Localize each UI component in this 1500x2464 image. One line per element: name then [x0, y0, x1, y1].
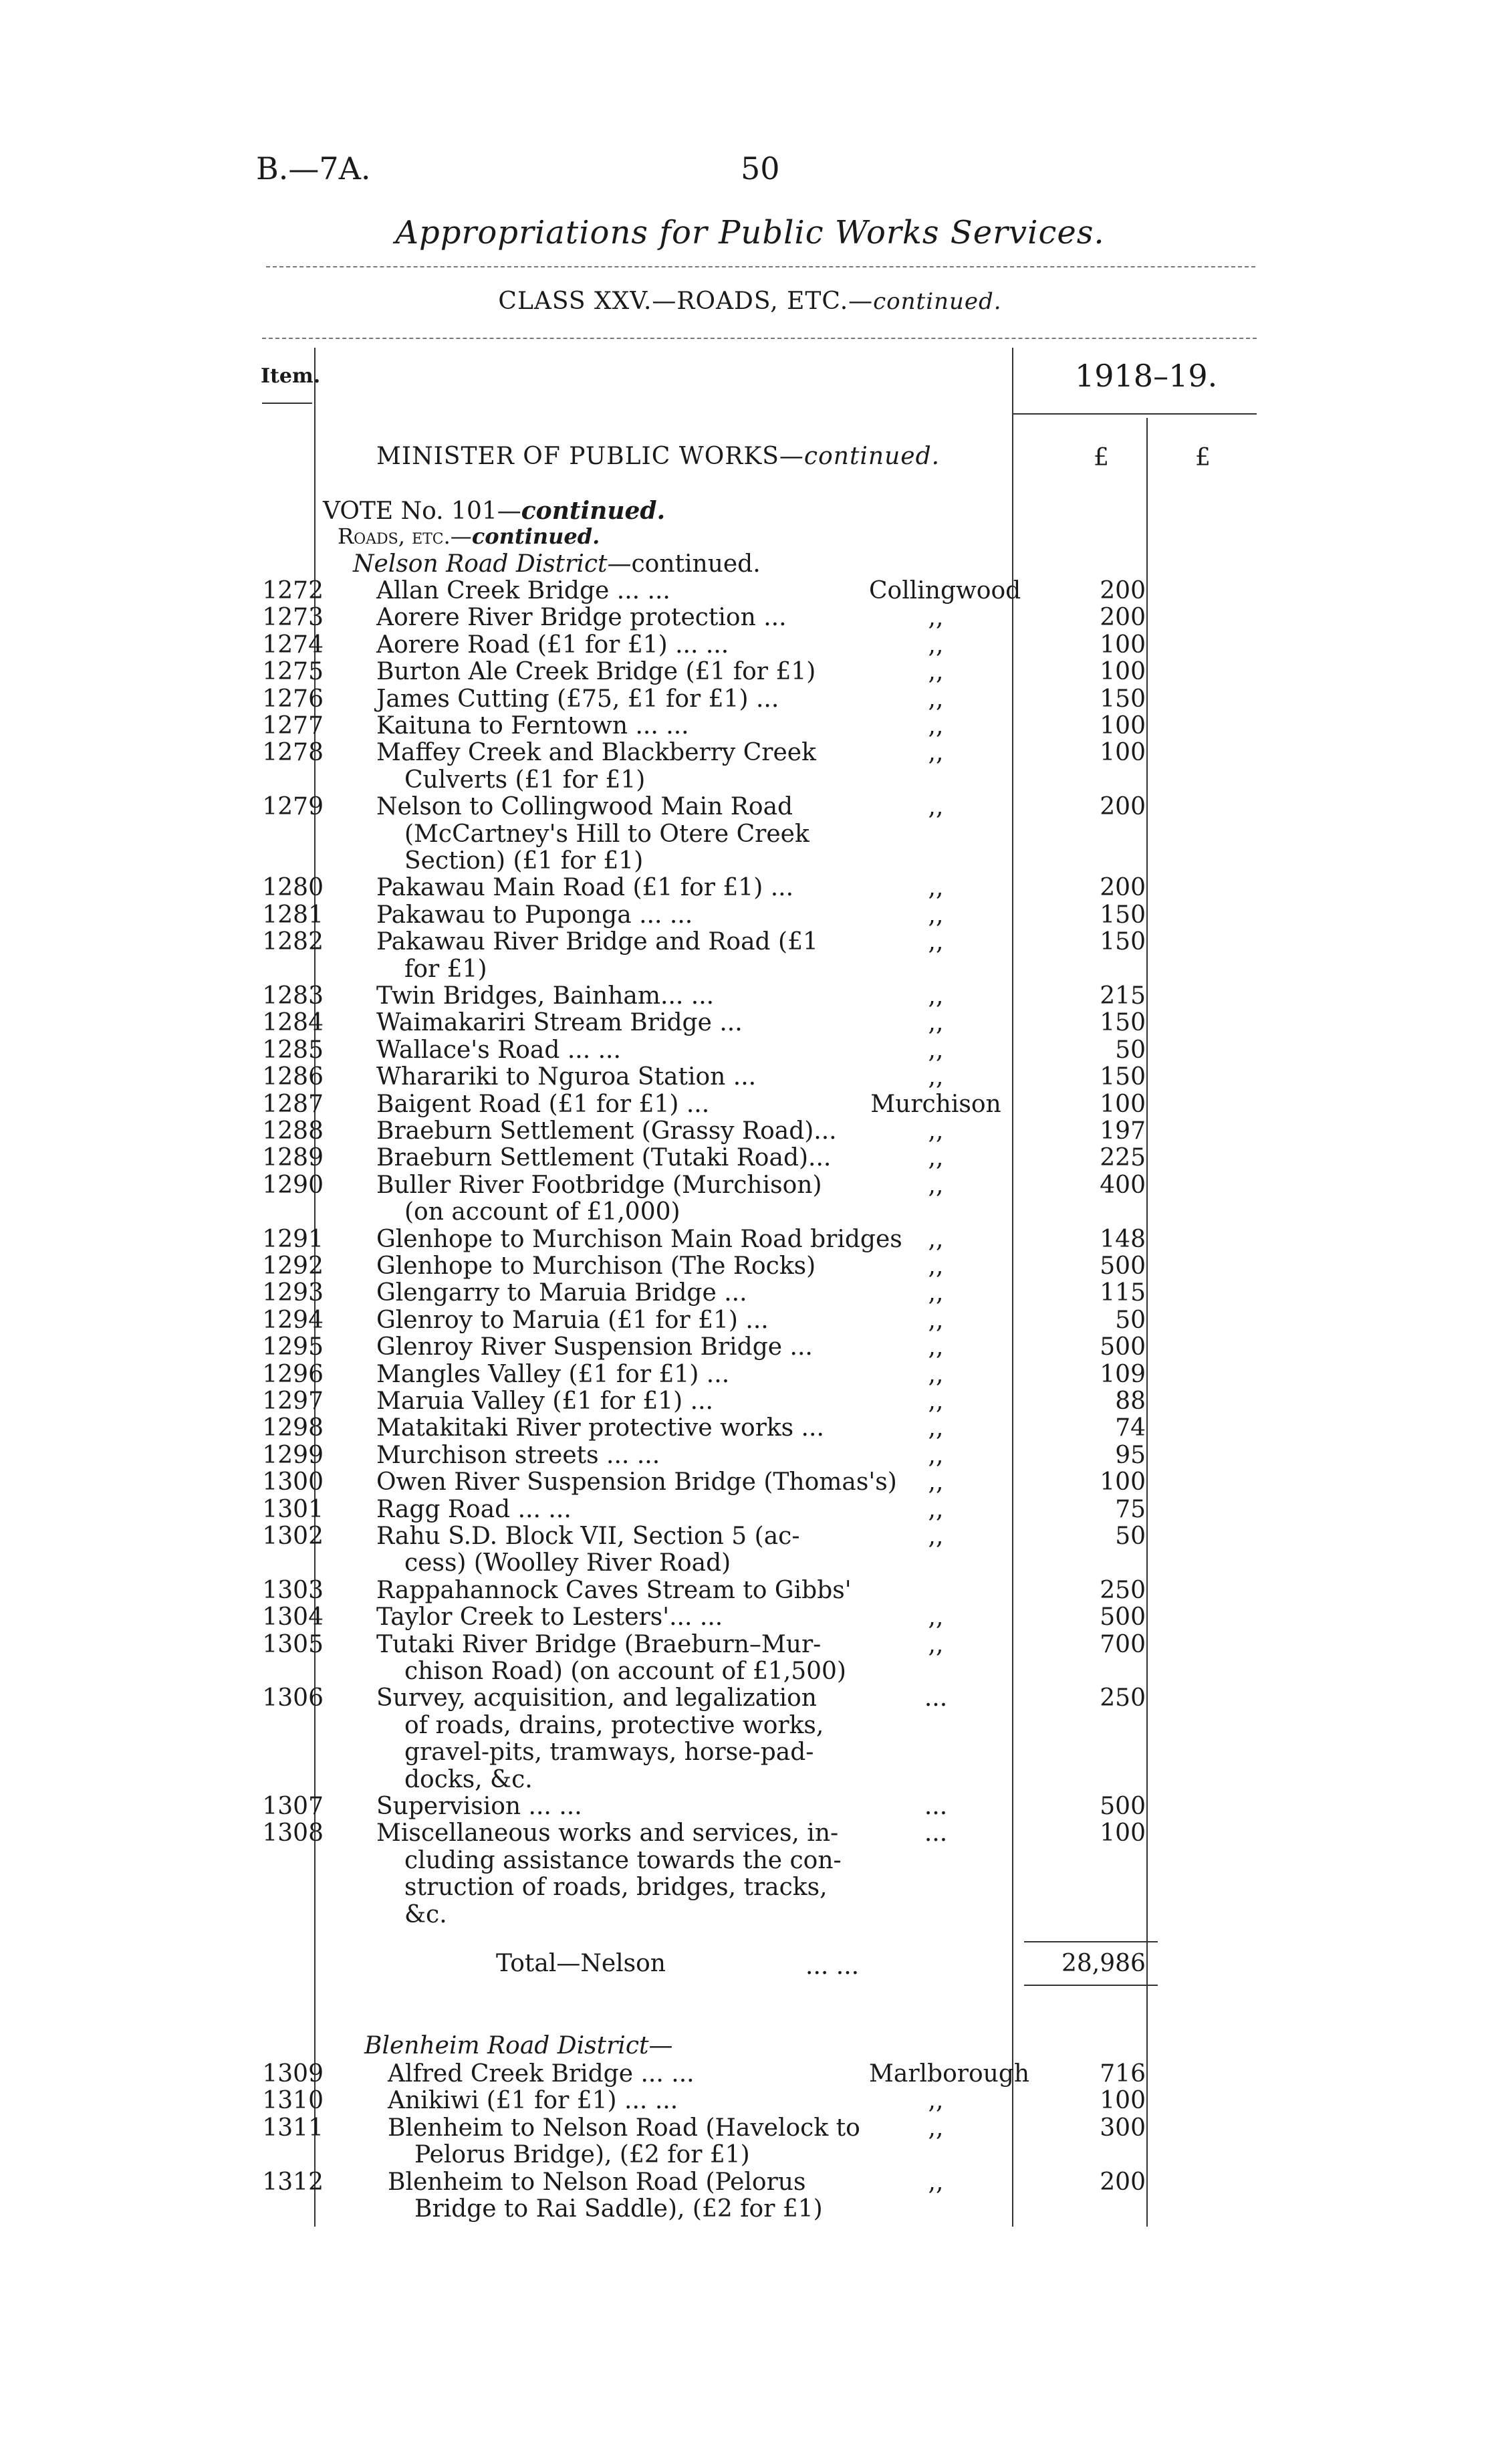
item-amount: 100	[1100, 1819, 1146, 1847]
item-amount: 100	[1100, 1090, 1146, 1118]
item-number: 1286	[262, 1063, 324, 1091]
item-amount: 200	[1100, 604, 1146, 632]
item-number: 1290	[262, 1171, 324, 1199]
year-header-rule	[1013, 413, 1257, 415]
table-row	[0, 1361, 1500, 1388]
item-description: Braeburn Settlement (Grassy Road)...	[376, 1117, 837, 1145]
item-description: Pakawau to Puponga ... ...	[376, 901, 693, 929]
table-row	[0, 1684, 1500, 1793]
electoral-district: ,,	[928, 982, 944, 1010]
electoral-district: ,,	[928, 1252, 944, 1280]
electoral-district: ,,	[928, 1603, 944, 1632]
item-amount: 100	[1100, 658, 1146, 686]
item-description-continued: of roads, drains, protective works,	[404, 1711, 824, 1739]
table-row	[0, 1064, 1500, 1091]
item-description: Pakawau River Bridge and Road (£1	[376, 928, 818, 956]
electoral-district: Collingwood	[869, 577, 1021, 604]
electoral-district: ,,	[928, 1306, 944, 1334]
table-row	[0, 1118, 1500, 1145]
table-row	[0, 604, 1500, 631]
item-number: 1279	[262, 793, 324, 821]
item-description: Waimakariri Stream Bridge ...	[376, 1009, 743, 1037]
district-name: Nelson Road District—	[353, 550, 632, 578]
electoral-district: ,,	[928, 1225, 944, 1253]
ministry-name: MINISTER OF PUBLIC WORKS—	[376, 443, 804, 470]
item-description-continued: cluding assistance towards the con-	[404, 1846, 842, 1874]
item-amount: 200	[1100, 577, 1146, 604]
electoral-district: ,,	[928, 1333, 944, 1361]
electoral-district: ,,	[928, 1495, 944, 1523]
electoral-district: ,,	[928, 712, 944, 740]
item-number: 1296	[262, 1360, 324, 1388]
table-row	[0, 2088, 1500, 2114]
item-description: Ragg Road ... ...	[376, 1495, 572, 1523]
item-number: 1299	[262, 1441, 324, 1469]
electoral-district: ,,	[928, 1171, 944, 1199]
electoral-district: ...	[924, 1819, 948, 1847]
item-number: 1304	[262, 1603, 324, 1632]
item-amount: 109	[1100, 1360, 1146, 1388]
page-title: Appropriations for Public Works Services.	[395, 214, 1105, 251]
table-row	[0, 2168, 1500, 2223]
electoral-district: ,,	[928, 1387, 944, 1415]
item-amount: 75	[1115, 1495, 1146, 1523]
item-amount: 88	[1115, 1387, 1146, 1415]
total-label: Total—Nelson	[496, 1950, 666, 1977]
electoral-district: ,,	[928, 1036, 944, 1064]
table-row	[0, 2114, 1500, 2169]
item-number: 1278	[262, 739, 324, 767]
item-amount: 150	[1100, 901, 1146, 929]
item-number: 1292	[262, 1252, 324, 1280]
item-amount: 100	[1100, 2087, 1146, 2115]
item-amount: 150	[1100, 685, 1146, 713]
table-row	[0, 1630, 1500, 1685]
item-number: 1303	[262, 1576, 324, 1604]
pound-sign-left: £	[1094, 444, 1109, 471]
ministry-heading	[376, 443, 940, 470]
electoral-district: ,,	[928, 604, 944, 632]
vote-heading	[323, 497, 665, 525]
item-amount: 100	[1100, 631, 1146, 659]
table-row	[0, 713, 1500, 740]
item-number: 1298	[262, 1414, 324, 1442]
title-rule	[266, 266, 1255, 267]
item-description: Anikiwi (£1 for £1) ... ...	[388, 2087, 678, 2115]
item-description: Murchison streets ... ...	[376, 1441, 660, 1469]
table-row	[0, 2061, 1500, 2088]
item-description-continued: struction of roads, bridges, tracks,	[404, 1874, 828, 1902]
table-row	[0, 632, 1500, 659]
table-row	[0, 1819, 1500, 1928]
item-amount: 95	[1115, 1441, 1146, 1469]
electoral-district: Murchison	[870, 1090, 1001, 1118]
item-description: Glenroy to Maruia (£1 for £1) ...	[376, 1306, 769, 1334]
item-amount: 225	[1100, 1144, 1146, 1172]
item-amount: 500	[1100, 1333, 1146, 1361]
item-description-continued: docks, &c.	[404, 1765, 533, 1793]
table-row	[0, 1010, 1500, 1036]
item-amount: 74	[1115, 1414, 1146, 1442]
item-description-continued: gravel-pits, tramways, horse-pad-	[404, 1739, 814, 1767]
electoral-district: ,,	[928, 631, 944, 659]
item-description: Allan Creek Bridge ... ...	[376, 577, 670, 604]
item-description: Burton Ale Creek Bridge (£1 for £1)	[376, 658, 816, 686]
electoral-district: ,,	[928, 739, 944, 767]
item-description: Tutaki River Bridge (Braeburn–Mur-	[376, 1630, 822, 1658]
item-amount: 716	[1100, 2060, 1146, 2088]
item-number: 1287	[262, 1090, 324, 1118]
electoral-district: ,,	[928, 1468, 944, 1496]
electoral-district: ,,	[928, 928, 944, 956]
item-number: 1276	[262, 685, 324, 713]
page-number: 50	[741, 150, 780, 187]
item-number: 1284	[262, 1009, 324, 1037]
item-amount: 100	[1100, 739, 1146, 767]
item-amount: 250	[1100, 1576, 1146, 1604]
item-amount: 700	[1100, 1630, 1146, 1658]
item-description: Glengarry to Maruia Bridge ...	[376, 1279, 747, 1307]
item-description: Kaituna to Ferntown ... ...	[376, 712, 689, 740]
electoral-district: ,,	[928, 658, 944, 686]
electoral-district: ,,	[928, 1630, 944, 1658]
item-amount: 215	[1100, 982, 1146, 1010]
item-description: Alfred Creek Bridge ... ...	[388, 2060, 695, 2088]
item-number: 1293	[262, 1279, 324, 1307]
table-row	[0, 1469, 1500, 1496]
item-description-continued: Culverts (£1 for £1)	[404, 766, 646, 794]
item-description: Glenhope to Murchison (The Rocks)	[376, 1252, 816, 1280]
table-row	[0, 1577, 1500, 1604]
table-row	[0, 902, 1500, 929]
table-row	[0, 659, 1500, 685]
item-description-continued: Pelorus Bridge), (£2 for £1)	[414, 2141, 750, 2169]
item-amount: 50	[1115, 1036, 1146, 1064]
item-description: Blenheim to Nelson Road (Havelock to	[388, 2114, 860, 2142]
table-row	[0, 875, 1500, 901]
item-description: Buller River Footbridge (Murchison)	[376, 1171, 822, 1199]
item-description: Rahu S.D. Block VII, Section 5 (ac-	[376, 1523, 800, 1550]
table-row	[0, 1415, 1500, 1442]
item-header-rule	[262, 403, 312, 404]
item-description-continued: cess) (Woolley River Road)	[404, 1549, 731, 1577]
item-number: 1300	[262, 1468, 324, 1496]
item-amount: 100	[1100, 712, 1146, 740]
subhead-continued: continued.	[471, 524, 600, 549]
table-row	[0, 1091, 1500, 1118]
table-row	[0, 793, 1500, 875]
item-number: 1275	[262, 658, 324, 686]
class-heading-continued: continued.	[873, 288, 1002, 315]
item-number: 1283	[262, 982, 324, 1010]
item-amount: 400	[1100, 1171, 1146, 1199]
electoral-district: ,,	[928, 1523, 944, 1550]
item-description: Pakawau Main Road (£1 for £1) ...	[376, 874, 794, 902]
pound-sign-right: £	[1195, 444, 1211, 471]
total-amount: 28,986	[1061, 1950, 1146, 1977]
item-number: 1282	[262, 928, 324, 956]
district-heading	[353, 550, 761, 578]
item-number: 1291	[262, 1225, 324, 1253]
item-number: 1310	[262, 2087, 324, 2115]
item-amount: 100	[1100, 1468, 1146, 1496]
electoral-district: ,,	[928, 1360, 944, 1388]
heading-rule	[262, 338, 1257, 339]
electoral-district: ...	[924, 1793, 948, 1820]
table-row	[0, 1523, 1500, 1577]
table-row	[0, 1307, 1500, 1334]
table-row	[0, 1171, 1500, 1226]
item-description: Glenroy River Suspension Bridge ...	[376, 1333, 813, 1361]
item-number: 1273	[262, 604, 324, 632]
item-number: 1307	[262, 1793, 324, 1820]
item-description: Maffey Creek and Blackberry Creek	[376, 739, 816, 767]
item-number: 1289	[262, 1144, 324, 1172]
item-description: Survey, acquisition, and legalization	[376, 1684, 817, 1712]
item-description: Rappahannock Caves Stream to Gibbs'	[376, 1576, 852, 1604]
table-row	[0, 1253, 1500, 1280]
item-description-continued: chison Road) (on account of £1,500)	[404, 1657, 846, 1685]
vote-continued: continued.	[521, 497, 666, 525]
district-continued: continued.	[631, 550, 761, 578]
electoral-district: ...	[924, 1684, 948, 1712]
table-row	[0, 1496, 1500, 1523]
electoral-district: ,,	[928, 901, 944, 929]
blenheim-district-heading: Blenheim Road District—	[364, 2032, 673, 2059]
electoral-district: ,,	[928, 1414, 944, 1442]
item-description: Aorere Road (£1 for £1) ... ...	[376, 631, 729, 659]
item-number: 1311	[262, 2114, 324, 2142]
table-row	[0, 1793, 1500, 1820]
item-number: 1302	[262, 1523, 324, 1550]
year-column-header: 1918–19.	[1075, 358, 1218, 394]
table-row	[0, 1442, 1500, 1469]
table-row	[0, 1604, 1500, 1631]
item-description: Aorere River Bridge protection ...	[376, 604, 787, 632]
item-amount: 300	[1100, 2114, 1146, 2142]
item-number: 1305	[262, 1630, 324, 1658]
item-amount: 250	[1100, 1684, 1146, 1712]
item-amount: 150	[1100, 1009, 1146, 1037]
electoral-district: ,,	[928, 874, 944, 902]
item-amount: 500	[1100, 1793, 1146, 1820]
table-row	[0, 1037, 1500, 1064]
item-description-continued: (McCartney's Hill to Otere Creek	[404, 820, 809, 848]
subhead	[338, 524, 600, 549]
item-description: Miscellaneous works and services, in-	[376, 1819, 839, 1847]
item-description: Braeburn Settlement (Tutaki Road)...	[376, 1144, 832, 1172]
item-amount: 500	[1100, 1252, 1146, 1280]
table-row	[0, 1226, 1500, 1253]
subhead-label: Roads, etc.—	[338, 524, 472, 549]
item-description: Owen River Suspension Bridge (Thomas's)	[376, 1468, 897, 1496]
electoral-district: ,,	[928, 1279, 944, 1307]
vote-label: VOTE No. 101—	[323, 497, 521, 525]
item-number: 1294	[262, 1306, 324, 1334]
electoral-district: ,,	[928, 1009, 944, 1037]
item-amount: 200	[1100, 874, 1146, 902]
table-row	[0, 1280, 1500, 1307]
item-description: Baigent Road (£1 for £1) ...	[376, 1090, 710, 1118]
item-number: 1272	[262, 577, 324, 604]
total-top-rule	[1024, 1941, 1158, 1942]
item-description: Glenhope to Murchison Main Road bridges	[376, 1225, 902, 1253]
table-row	[0, 983, 1500, 1010]
item-description: Wallace's Road ... ...	[376, 1036, 621, 1064]
ministry-continued: continued.	[803, 443, 941, 470]
item-description: Maruia Valley (£1 for £1) ...	[376, 1387, 713, 1415]
table-row	[0, 1145, 1500, 1171]
table-row	[0, 1388, 1500, 1415]
item-number: 1281	[262, 901, 324, 929]
item-number: 1274	[262, 631, 324, 659]
item-number: 1277	[262, 712, 324, 740]
item-description: Twin Bridges, Bainham... ...	[376, 982, 715, 1010]
item-amount: 150	[1100, 1063, 1146, 1091]
electoral-district: ,,	[928, 1063, 944, 1091]
item-description-continued: &c.	[404, 1900, 447, 1928]
item-description: Mangles Valley (£1 for £1) ...	[376, 1360, 730, 1388]
item-description: Supervision ... ...	[376, 1793, 582, 1820]
total-bottom-rule	[1024, 1985, 1158, 1986]
item-description: James Cutting (£75, £1 for £1) ...	[376, 685, 779, 713]
electoral-district: ,,	[928, 793, 944, 821]
item-amount: 115	[1100, 1279, 1146, 1307]
item-amount: 150	[1100, 928, 1146, 956]
table-row	[0, 1334, 1500, 1361]
item-column-header: Item.	[261, 364, 321, 388]
item-number: 1295	[262, 1333, 324, 1361]
table-row	[0, 739, 1500, 794]
electoral-district: Marlborough	[869, 2060, 1030, 2088]
item-number: 1308	[262, 1819, 324, 1847]
item-description: Wharariki to Nguroa Station ...	[376, 1063, 757, 1091]
item-number: 1280	[262, 874, 324, 902]
item-description: Blenheim to Nelson Road (Pelorus	[388, 2168, 806, 2196]
item-description-continued: Section) (£1 for £1)	[404, 847, 644, 875]
table-row	[0, 928, 1500, 983]
item-amount: 197	[1100, 1117, 1146, 1145]
electoral-district: ,,	[928, 2168, 944, 2196]
item-description: Taylor Creek to Lesters'... ...	[376, 1603, 723, 1632]
item-amount: 200	[1100, 793, 1146, 821]
item-number: 1285	[262, 1036, 324, 1064]
item-description: Matakitaki River protective works ...	[376, 1414, 824, 1442]
item-number: 1288	[262, 1117, 324, 1145]
electoral-district: ,,	[928, 1441, 944, 1469]
document-reference: B.—7A.	[256, 150, 371, 187]
electoral-district: ,,	[928, 685, 944, 713]
table-row	[0, 578, 1500, 604]
item-number: 1309	[262, 2060, 324, 2088]
electoral-district: ,,	[928, 1117, 944, 1145]
class-heading-text: CLASS XXV.—ROADS, ETC.—	[498, 288, 874, 315]
item-number: 1306	[262, 1684, 324, 1712]
item-amount: 50	[1115, 1306, 1146, 1334]
item-description: Nelson to Collingwood Main Road	[376, 793, 793, 821]
item-description-continued: (on account of £1,000)	[404, 1198, 680, 1226]
item-number: 1312	[262, 2168, 324, 2196]
item-number: 1301	[262, 1495, 324, 1523]
item-amount: 148	[1100, 1225, 1146, 1253]
item-amount: 500	[1100, 1603, 1146, 1632]
class-heading	[0, 288, 1500, 315]
item-description-continued: for £1)	[404, 955, 487, 983]
total-dots: ... ...	[805, 1952, 860, 1980]
electoral-district: ,,	[928, 2114, 944, 2142]
electoral-district: ,,	[928, 1144, 944, 1172]
item-description-continued: Bridge to Rai Saddle), (£2 for £1)	[414, 2195, 823, 2223]
item-amount: 50	[1115, 1523, 1146, 1550]
item-number: 1297	[262, 1387, 324, 1415]
table-row	[0, 686, 1500, 713]
electoral-district: ,,	[928, 2087, 944, 2115]
item-amount: 200	[1100, 2168, 1146, 2196]
